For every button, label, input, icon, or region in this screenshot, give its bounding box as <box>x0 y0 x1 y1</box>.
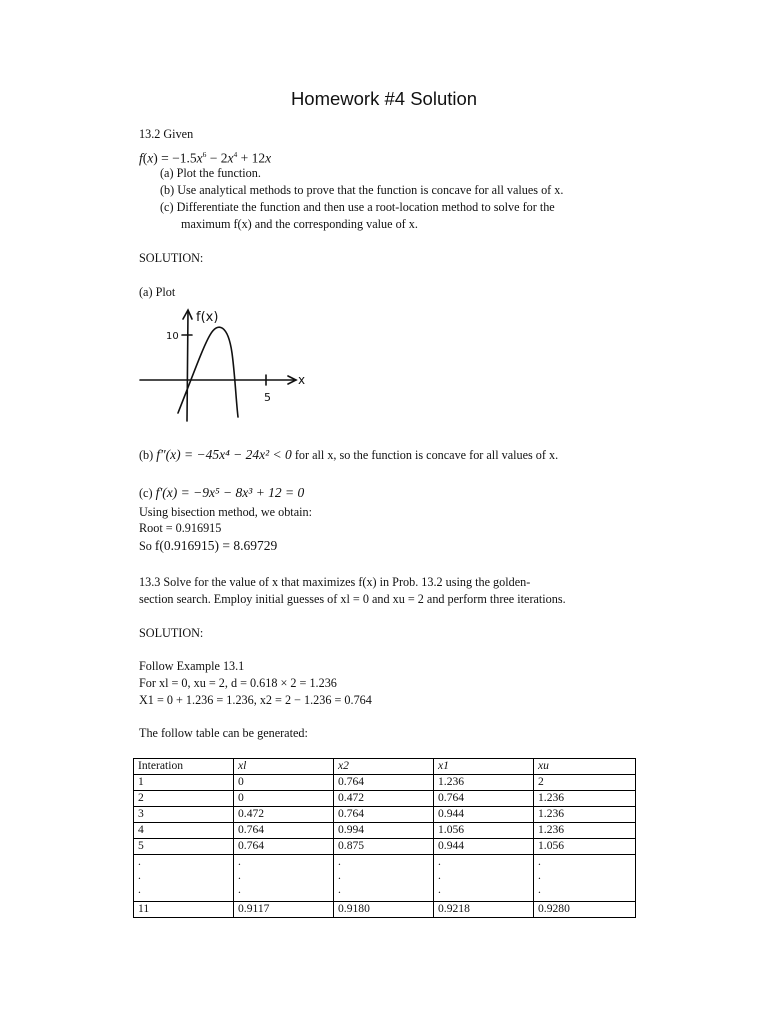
plot-y-axis <box>187 311 188 421</box>
table-cell: 0.9280 <box>534 902 636 918</box>
table-row <box>134 775 636 791</box>
table-cell: 0 <box>234 791 334 807</box>
solution-label-13-2: SOLUTION: <box>139 251 204 265</box>
problem-13-3-line1: 13.3 Solve for the value of x that maximizes f(x) in Prob. 13.2 using the golden- <box>139 575 531 589</box>
table-cell: 0.875 <box>334 839 434 855</box>
root-text: Root = 0.916915 <box>139 521 222 535</box>
table-cell: 0.9218 <box>434 902 534 918</box>
part-b-math: f″(x) = −45x⁴ − 24x² < 0 <box>156 447 292 462</box>
table-cell: 0.764 <box>334 807 434 823</box>
table-cell: 1.236 <box>534 823 636 839</box>
problem-13-2-heading: 13.2 Given <box>139 127 194 141</box>
table-header-row <box>134 759 636 775</box>
table-cell: 1.236 <box>534 791 636 807</box>
table-cell: 0.764 <box>234 823 334 839</box>
part-c-label: (c) <box>139 486 153 500</box>
ellipsis-cell: . . . <box>334 855 434 902</box>
table-cell: 0.994 <box>334 823 434 839</box>
so-math: f(0.916915) = 8.69729 <box>154 538 278 553</box>
table-cell: 0.9117 <box>234 902 334 918</box>
table-cell: 1 <box>134 775 234 791</box>
part-b-label: (b) <box>139 448 154 462</box>
so-label: So <box>139 539 152 553</box>
table-cell: 0.764 <box>234 839 334 855</box>
table-row <box>134 823 636 839</box>
table-cell: 0.944 <box>434 839 534 855</box>
header-x1: x1 <box>434 759 534 775</box>
function-plot <box>138 305 308 430</box>
part-a-instruction: (a) Plot the function. <box>160 166 261 180</box>
header-xu: xu <box>534 759 636 775</box>
table-cell: 4 <box>134 823 234 839</box>
table-cell: 1.056 <box>434 823 534 839</box>
ellipsis-cell: . . . <box>134 855 234 902</box>
table-row <box>134 807 636 823</box>
part-b-text: for all x, so the function is concave for all values of x. <box>291 448 559 462</box>
table-cell: 2 <box>534 775 636 791</box>
table-cell: 0.944 <box>434 807 534 823</box>
table-cell: 3 <box>134 807 234 823</box>
table-row <box>134 791 636 807</box>
golden-section-table <box>133 758 636 918</box>
table-cell: 5 <box>134 839 234 855</box>
table-cell: 0.764 <box>434 791 534 807</box>
table-cell: 1.236 <box>434 775 534 791</box>
page-title: Homework #4 Solution <box>290 88 478 109</box>
header-xl: xl <box>234 759 334 775</box>
initial-values-line: For xl = 0, xu = 2, d = 0.618 × 2 = 1.236 <box>139 676 337 690</box>
so-line <box>139 538 277 554</box>
part-c-math: f′(x) = −9x⁵ − 8x³ + 12 = 0 <box>155 485 305 500</box>
part-c-instruction-cont: maximum f(x) and the corresponding value of x. <box>181 217 418 231</box>
part-c-instruction: (c) Differentiate the function and then use a root-location method to solve for the <box>160 200 555 214</box>
table-cell: 0.764 <box>334 775 434 791</box>
problem-13-3-line2: section search. Employ initial guesses of xl = 0 and xu = 2 and perform three iterations. <box>139 592 566 606</box>
ellipsis-cell: . . . <box>534 855 636 902</box>
follow-example: Follow Example 13.1 <box>139 659 245 673</box>
header-iteration: Interation <box>134 759 234 775</box>
ellipsis-cell: . . . <box>234 855 334 902</box>
table-cell: 0 <box>234 775 334 791</box>
table-cell: 0.472 <box>334 791 434 807</box>
plot-axis-y-label: f(x) <box>196 310 219 325</box>
x1-x2-line: X1 = 0 + 1.236 = 1.236, x2 = 2 − 1.236 = 0.764 <box>139 693 372 707</box>
table-cell: 0.472 <box>234 807 334 823</box>
solution-label-13-3: SOLUTION: <box>139 626 204 640</box>
part-c-answer <box>139 485 304 501</box>
ellipsis-cell: . . . <box>434 855 534 902</box>
table-cell: 11 <box>134 902 234 918</box>
plot-label: (a) Plot <box>139 285 176 299</box>
plot-tick-y-label: 10 <box>166 331 179 342</box>
part-b-instruction: (b) Use analytical methods to prove that the function is concave for all values of x. <box>160 183 564 197</box>
table-ellipsis-row <box>134 855 636 902</box>
header-x2: x2 <box>334 759 434 775</box>
bisection-text: Using bisection method, we obtain: <box>139 505 312 519</box>
table-cell: 1.236 <box>534 807 636 823</box>
given-function: $f(x) = -1.5x^6 - 2x^4 + 12x$ <box>139 150 272 166</box>
plot-tick-x-label: 5 <box>264 391 271 404</box>
plot-axis-x-label: x <box>298 373 306 387</box>
table-intro: The follow table can be generated: <box>139 726 308 740</box>
table-cell: 1.056 <box>534 839 636 855</box>
part-b-answer <box>139 447 558 463</box>
table-last-row <box>134 902 636 918</box>
table-cell: 2 <box>134 791 234 807</box>
table-cell: 0.9180 <box>334 902 434 918</box>
table-row <box>134 839 636 855</box>
